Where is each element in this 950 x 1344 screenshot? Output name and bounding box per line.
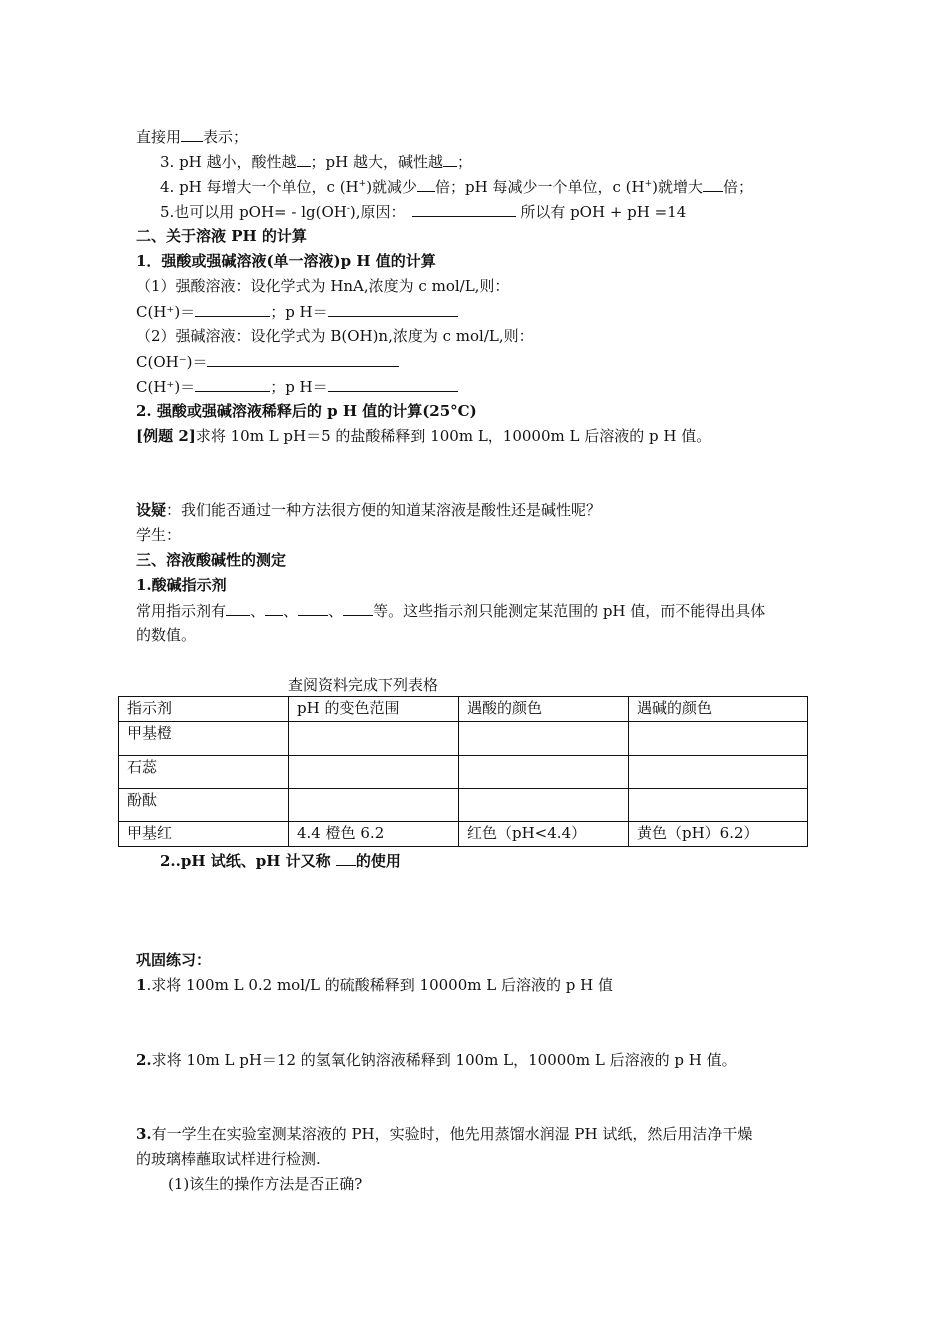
line-acid-formula: [136, 302, 458, 321]
text-item4-c: 倍；pH 每减少一个单位，c (H: [435, 178, 645, 196]
text-ch: C(H⁺)＝: [136, 303, 196, 321]
blank: [298, 601, 328, 616]
text-ind-c: 的数值。: [136, 626, 197, 644]
blank: [417, 177, 435, 192]
practice-number: 1: [136, 976, 147, 994]
blank: [328, 377, 458, 392]
table-cell: 甲基红: [119, 822, 289, 847]
table-cell: 甲基橙: [119, 722, 289, 756]
text-coh: C(OH⁻)＝: [136, 353, 208, 371]
superscript-plus: +: [644, 179, 653, 189]
practice-1: [136, 976, 613, 994]
practice-3: [136, 1125, 752, 1143]
blank: [412, 202, 516, 217]
blank: [265, 601, 283, 616]
text-item4-b: )就减少: [366, 178, 418, 196]
text-item3-a: 3. pH 越小，酸性越: [160, 153, 297, 171]
line-item-5: [160, 202, 686, 221]
table-header-cell: pH 的变色范围: [289, 697, 459, 722]
blank: [195, 377, 270, 392]
subheading-2-2: 2. 强酸或强碱溶液稀释后的 p H 值的计算(25°C): [136, 402, 477, 420]
table-row: [119, 822, 808, 847]
table-cell: 红色（pH<4.4）: [459, 822, 629, 847]
table-cell[interactable]: [289, 789, 459, 822]
table-cell[interactable]: [459, 756, 629, 789]
practice-3-sub1: (1)该生的操作方法是否正确?: [168, 1175, 363, 1193]
blank: [226, 601, 250, 616]
indicator-table: [118, 696, 808, 847]
table-cell: 石蕊: [119, 756, 289, 789]
table-cell: 酚酞: [119, 789, 289, 822]
table-header-row: [119, 697, 808, 722]
text-item4-d: )就增大: [652, 178, 704, 196]
text-sep: 、: [250, 602, 266, 620]
text-ind-a: 常用指示剂有: [136, 602, 227, 620]
table-cell[interactable]: [289, 756, 459, 789]
line-direct-use: [136, 127, 248, 146]
practice-text: .求将 100m L 0.2 mol/L 的硫酸稀释到 10000m L 后溶液的 p H 值: [146, 976, 613, 994]
text-item5-a: 5.也可以用 pOH= - lg(OH: [160, 203, 347, 221]
subheading-3-1: 1.酸碱指示剂: [136, 576, 227, 594]
table-cell: 黄色（pH）6.2）: [629, 822, 808, 847]
table-header-cell: 遇酸的颜色: [459, 697, 629, 722]
text-item3-c: ；: [457, 153, 473, 171]
line-item-4: [160, 177, 753, 196]
text-item5-c: 所以有 pOH + pH =14: [515, 203, 687, 221]
blank: [703, 177, 723, 192]
practice-text: 求将 10m L pH＝12 的氢氧化钠溶液稀释到 100m L，10000m L 后溶液的 p H 值。: [151, 1051, 737, 1069]
practice-2: [136, 1051, 737, 1069]
practice-3-cont: 的玻璃棒蘸取试样进行检测.: [136, 1150, 321, 1168]
table-cell[interactable]: [459, 789, 629, 822]
superscript-plus: +: [358, 179, 367, 189]
example-label: [例题 2]: [136, 427, 196, 445]
text-ch: C(H⁺)＝: [136, 378, 196, 396]
practice-heading: 巩固练习：: [136, 951, 212, 969]
text-item4-a: 4. pH 每增大一个单位，c (H: [160, 178, 359, 196]
text-strong-base: （2）强碱溶液：设化学式为 B(OH)n,浓度为 c mol/L,则：: [136, 327, 534, 345]
table-cell[interactable]: [629, 756, 808, 789]
blank: [343, 601, 373, 616]
text-item5-b: ),原因：: [349, 203, 406, 221]
text-ph: ；p H＝: [270, 378, 328, 396]
table-cell: 4.4 橙色 6.2: [289, 822, 459, 847]
blank: [336, 851, 356, 866]
blank: [207, 352, 399, 367]
practice-number: 2.: [136, 1051, 152, 1069]
superscript-minus: -: [346, 204, 350, 214]
line-question: [136, 501, 601, 519]
table-cell[interactable]: [289, 722, 459, 756]
table-row: [119, 722, 808, 756]
line-base-oh: [136, 352, 399, 371]
text-sep: 、: [328, 602, 344, 620]
text-ph: ；p H＝: [270, 303, 328, 321]
text-represent: 表示；: [203, 128, 249, 146]
blank: [297, 152, 311, 167]
line-item-3: [160, 152, 472, 171]
text-sep: 、: [283, 602, 299, 620]
text-ind-b: 等。这些指示剂只能测定某范围的 pH 值，而不能得出具体: [373, 602, 766, 620]
blank: [443, 152, 457, 167]
example-text: 求将 10m L pH＝5 的盐酸稀释到 100m L，10000m L 后溶液的 p H 值。: [195, 427, 712, 445]
section-heading-2: 二、关于溶液 PH 的计算: [136, 227, 307, 245]
line-indicators: [136, 601, 765, 620]
table-cell[interactable]: [629, 722, 808, 756]
blank: [181, 127, 203, 142]
table-header-cell: 指示剂: [119, 697, 289, 722]
text-ph-paper: 2..pH 试纸、pH 计又称: [160, 852, 336, 870]
table-header-cell: 遇碱的颜色: [629, 697, 808, 722]
table-cell[interactable]: [459, 722, 629, 756]
table-row: [119, 789, 808, 822]
table-row: [119, 756, 808, 789]
table-caption: 查阅资料完成下列表格: [288, 676, 439, 694]
question-text: ：我们能否通过一种方法很方便的知道某溶液是酸性还是碱性呢？: [166, 501, 602, 519]
blank: [328, 302, 458, 317]
text-strong-acid: （1）强酸溶液：设化学式为 HnA,浓度为 c mol/L,则：: [136, 277, 510, 295]
section-heading-3: 三、溶液酸碱性的测定: [136, 551, 287, 569]
blank: [195, 302, 270, 317]
text-usage: 的使用: [355, 852, 401, 870]
text-direct-use: 直接用: [136, 128, 182, 146]
line-example-2: [136, 427, 711, 445]
text-student: 学生：: [136, 526, 182, 544]
subheading-3-2: [160, 851, 401, 870]
question-label: 设疑: [136, 501, 167, 519]
table-cell[interactable]: [629, 789, 808, 822]
text-item3-b: ；pH 越大，碱性越: [310, 153, 443, 171]
practice-text: 有一学生在实验室测某溶液的 PH，实验时，他先用蒸馏水润湿 PH 试纸，然后用洁净干燥: [151, 1125, 753, 1143]
line-base-formula: [136, 377, 458, 396]
subheading-2-1: 1．强酸或强碱溶液(单一溶液)p H 值的计算: [136, 252, 436, 270]
text-item4-e: 倍；: [723, 178, 754, 196]
practice-number: 3.: [136, 1125, 152, 1143]
